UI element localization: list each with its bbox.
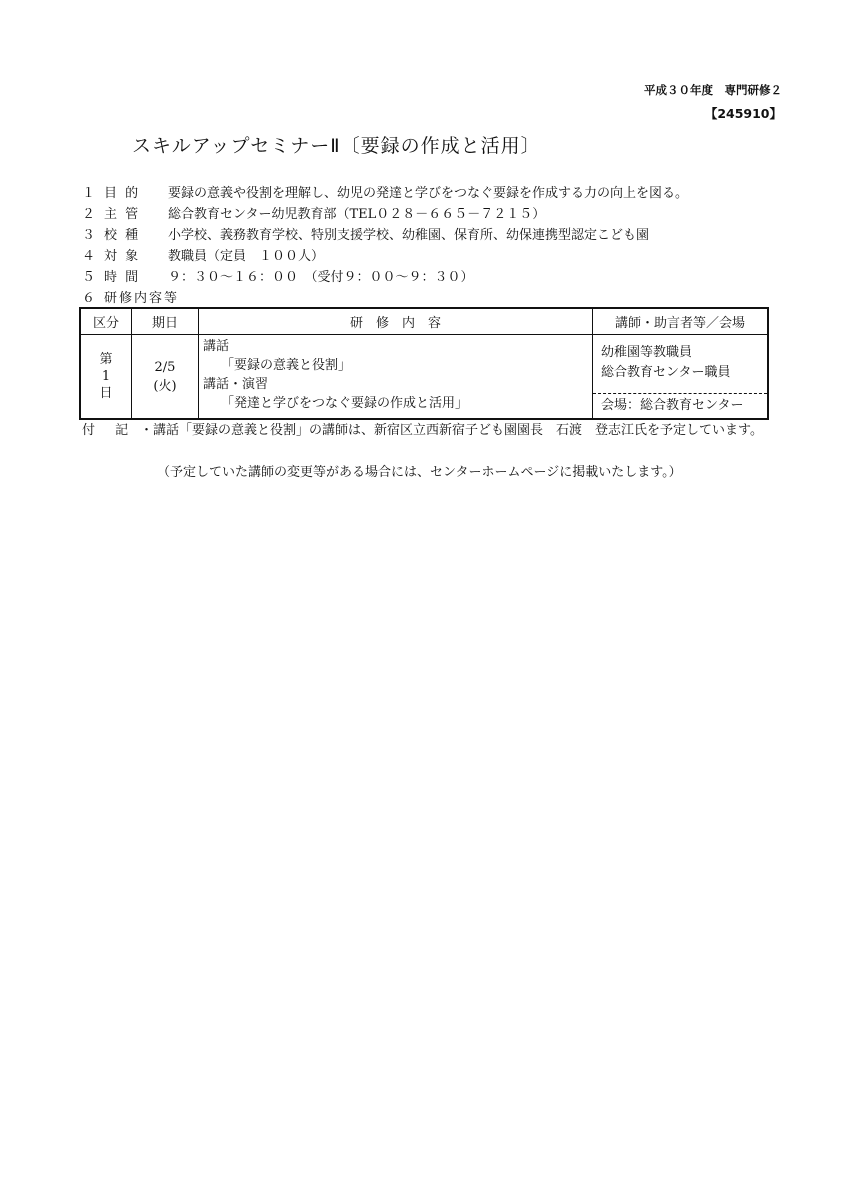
- header-section: 区分: [80, 308, 132, 335]
- content-cell: [199, 335, 593, 420]
- supplementary-note: [82, 421, 782, 441]
- note-label: 付 記: [82, 423, 137, 438]
- day-char: 第: [99, 352, 113, 367]
- item-purpose: [82, 183, 782, 204]
- date-cell: [132, 335, 199, 420]
- item-school-type: [82, 225, 782, 246]
- item-text: ９：３０～１６：００ （受付９：００～９：３０）: [168, 270, 474, 285]
- header-date: 期日: [132, 308, 199, 335]
- item-text: 小学校、義務教育学校、特別支援学校、幼稚園、保育所、幼保連携型認定こども園: [168, 228, 650, 243]
- item-text: 総合教育センター幼児教育部（TEL０２８－６６５－７２１５）: [168, 207, 546, 222]
- item-label: 対 象: [104, 249, 141, 264]
- item-organizer: [82, 204, 782, 225]
- item-number: ３: [82, 228, 96, 243]
- item-number: ４: [82, 249, 96, 264]
- item-number: １: [82, 186, 96, 201]
- date-value: 2/5: [154, 359, 176, 375]
- item-label: 時 間: [104, 270, 141, 285]
- overview-list: [82, 183, 782, 309]
- item-number: ５: [82, 270, 96, 285]
- item-text: 教職員（定員 １００人）: [168, 249, 325, 264]
- day-cell: [80, 335, 132, 420]
- note-row: [82, 421, 782, 441]
- lecturer-name: 幼稚園等教職員: [601, 345, 693, 360]
- page-title: スキルアップセミナーⅡ〔要録の作成と活用〕: [132, 135, 541, 157]
- item-text: 要録の意義や役割を理解し、幼児の発達と学びをつなぐ要録を作成する力の向上を図る。: [168, 186, 689, 201]
- session-title: 「発達と学びをつなぐ要録の作成と活用」: [221, 396, 469, 411]
- session-type: 講話・演習: [203, 377, 269, 392]
- schedule-table: [79, 307, 769, 420]
- item-label: 主 管: [104, 207, 141, 222]
- item-contents: [82, 288, 782, 309]
- header-lecturer: 講師・助言者等／会場: [593, 308, 769, 335]
- session-title: 「要録の意義と役割」: [221, 358, 352, 373]
- lecturer-list: [593, 335, 767, 393]
- schedule-header-row: [80, 308, 768, 335]
- session-type: 講話: [203, 339, 230, 354]
- item-label: 校 種: [104, 228, 141, 243]
- item-label: 研修内容等: [104, 291, 180, 306]
- fiscal-year-label: 平成３０年度 専門研修２: [644, 83, 782, 97]
- header-content: 研 修 内 容: [199, 308, 593, 335]
- lecturer-name: 総合教育センター職員: [601, 365, 731, 380]
- note-text: ・講話「要録の意義と役割」の講師は、新宿区立西新宿子ども園園長 石渡 登志江氏を予定しています。: [140, 423, 763, 438]
- note-text-secondary: （予定していた講師の変更等がある場合には、センターホームページに掲載いたします。）: [157, 465, 682, 480]
- weekday-value: (火): [153, 378, 177, 394]
- venue-label: 会場：総合教育センター: [593, 393, 767, 418]
- item-number: ６: [82, 291, 96, 306]
- day-char: 1: [101, 369, 111, 384]
- item-number: ２: [82, 207, 96, 222]
- table-row: [80, 335, 768, 420]
- item-label: 目 的: [104, 186, 141, 201]
- day-char: 日: [99, 386, 113, 401]
- item-time: [82, 267, 782, 288]
- item-target: [82, 246, 782, 267]
- course-code: 【245910】: [704, 106, 782, 121]
- lecturer-cell: [593, 335, 769, 420]
